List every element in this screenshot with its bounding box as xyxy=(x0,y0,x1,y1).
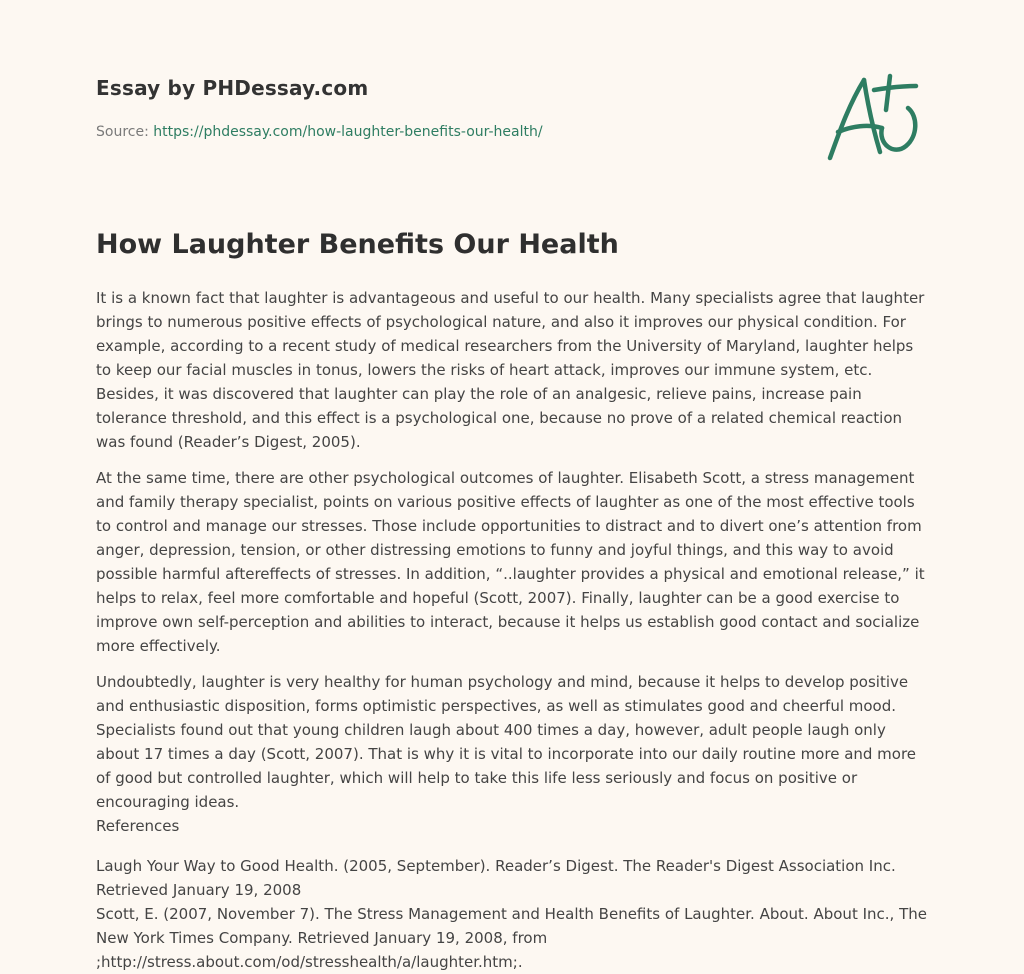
source-line xyxy=(96,124,796,140)
site-title: Essay by PHDessay.com xyxy=(96,76,369,100)
essay-paragraph: Undoubtedly, laughter is very healthy for human psychology and mind, because it helps to develop positive and enthusiastic disposition, forms optimistic perspectives, as well as stimulates good and cheerful mood. Specialists found out that young children laugh about 400 times a day, however, adult people laugh only about 17 times a day (Scott, 2007). That is why it is vital to incorporate into our daily routine more and more of good but controlled laughter, which will help to take this life less seriously and focus on positive or encouraging ideas. xyxy=(96,673,917,811)
reference-item: Laugh Your Way to Good Health. (2005, September). Reader’s Digest. The Reader's Digest Association Inc. Retrieved January 19, 2008 xyxy=(96,857,896,899)
essay-paragraph: It is a known fact that laughter is advantageous and useful to our health. Many specialists agree that laughter brings to numerous positive effects of psychological nature, and also it improves our physical condition. For example, according to a recent study of medical researchers from the University of Maryland, laughter helps to keep our facial muscles in tonus, lowers the risks of heart attack, improves our immune system, etc. Besides, it was discovered that laughter can play the role of an analgesic, relieve pains, increase pain tolerance threshold, and this effect is a psychological one, because no prove of a related chemical reaction was found (Reader’s Digest, 2005). xyxy=(96,289,925,451)
essay-paragraph: At the same time, there are other psychological outcomes of laughter. Elisabeth Scott, a stress management and family therapy specialist, points on various positive effects of laughter as one of the most effective tools to control and manage our stresses. Those include opportunities to distract and to divert one’s attention from anger, depression, tension, or other distressing emotions to funny and joyful things, and this way to avoid possible harmful aftereffects of stresses. In addition, “..laughter provides a physical and emotional release,” it helps to relax, feel more comfortable and hopeful (Scott, 2007). Finally, laughter can be a good exercise to improve own self-perception and abilities to interact, because it helps us establish good contact and socialize more effectively. xyxy=(96,469,925,655)
a-plus-logo-icon xyxy=(820,66,930,166)
essay-title: How Laughter Benefits Our Health xyxy=(96,229,619,260)
essay-body xyxy=(96,226,932,974)
source-label: Source: xyxy=(96,124,149,140)
reference-item: Scott, E. (2007, November 7). The Stress Management and Health Benefits of Laughter. About. About Inc., The New York Times Company. Retrieved January 19, 2008, from ;http://stress.about.com/od/stresshealth/a/laughter.htm;. xyxy=(96,905,927,971)
references-heading: References xyxy=(96,817,180,835)
page-header xyxy=(96,76,796,140)
source-link[interactable]: https://phdessay.com/how-laughter-benefits-our-health/ xyxy=(153,124,543,140)
